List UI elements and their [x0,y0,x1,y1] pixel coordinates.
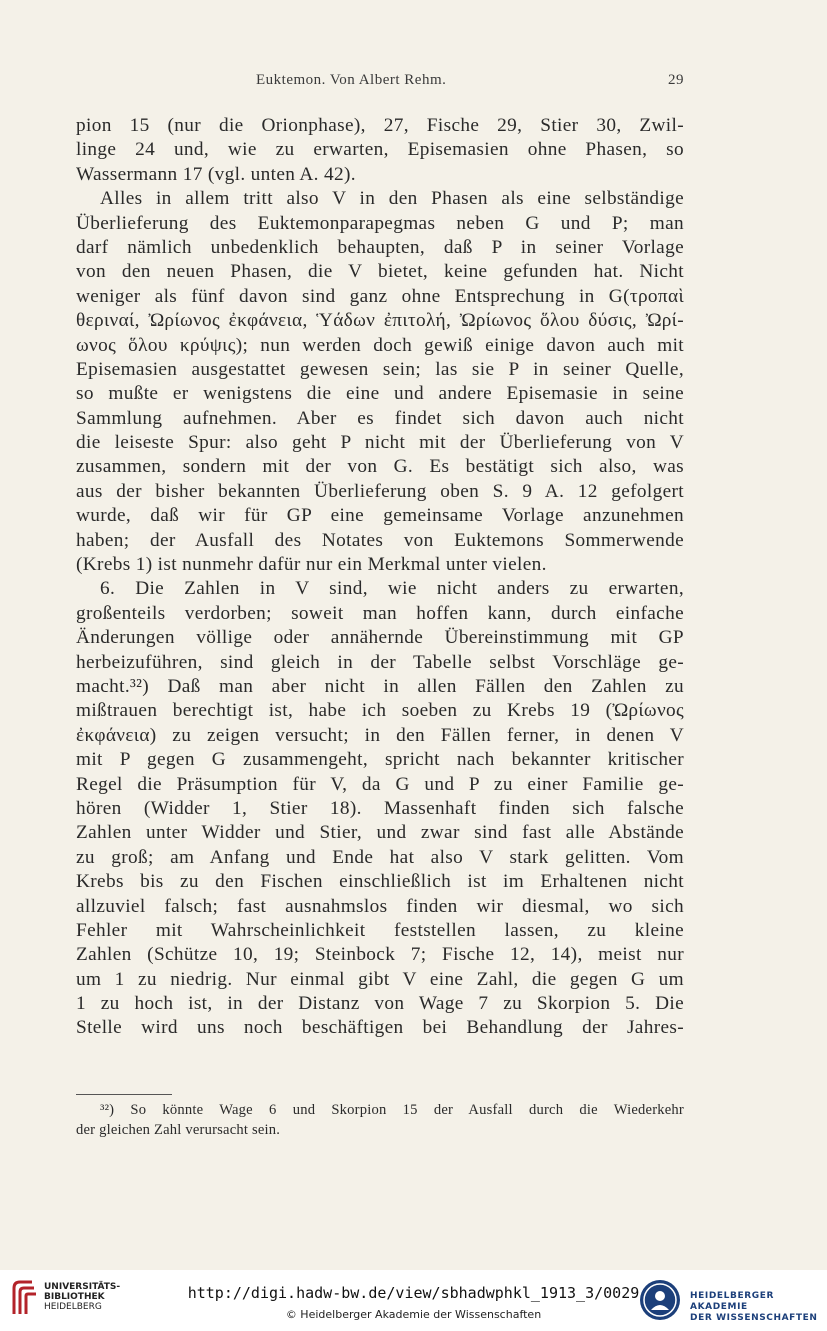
copyright-notice: © Heidelberger Akademie der Wissenschaften [285,1308,542,1321]
running-title: Euktemon. Von Albert Rehm. [256,72,447,88]
footnote-line: der gleichen Zahl verursacht sein. [76,1122,281,1138]
text-line: mit P gegen G zusammengeht, spricht nach bekannter kritischer [76,749,684,771]
text-line: θεριναί, Ὠρίωνος ἐκφάνεια, Ὑάδων ἐπιτολή, Ὠρίωνος ὅλου δύσις, Ὠρί- [76,310,684,332]
text-line: Sammlung aufnehmen. Aber es findet sich davon auch nicht [76,407,684,429]
text-line: so mußte er wenigstens die eine und andere Episemasie in seine [76,383,684,405]
library-name-line: BIBLIOTHEK [44,1292,105,1302]
text-line: mißtrauen berechtigt ist, habe ich soeben zu Krebs 19 (Ὠρίωνος [76,700,684,722]
footnote-divider [76,1094,172,1095]
text-line: die leiseste Spur: also geht P nicht mit der Überlieferung von V [76,432,684,454]
text-line: großenteils verdorben; soweit man hoffen kann, durch einfache [76,602,684,624]
text-line: Stelle wird uns noch beschäftigen bei Behandlung der Jahres- [76,1017,684,1039]
text-line: 1 zu hoch ist, in der Distanz von Wage 7 zu Skorpion 5. Die [76,993,684,1015]
text-line: Zahlen unter Widder und Stier, und zwar sind fast alle Abstände [76,822,684,844]
text-line: allzuviel falsch; fast ausnahmslos finden wir diesmal, wo sich [76,895,684,917]
academy-seal-icon [638,1278,682,1322]
text-line: herbeizuführen, sind gleich in der Tabelle selbst Vorschläge ge- [76,651,684,673]
text-line: Änderungen völlige oder annähernde Übereinstimmung mit GP [76,627,684,649]
text-line: (Krebs 1) ist nunmehr dafür nur ein Merkmal unter vielen. [76,554,547,576]
academy-name-line: HEIDELBERGER AKADEMIE [690,1291,774,1312]
text-line: Fehler mit Wahrscheinlichkeit feststellen lassen, zu kleine [76,919,684,941]
text-line: aus der bisher bekannten Überlieferung oben S. 9 A. 12 gefolgert [76,480,684,502]
text-line: zusammen, sondern mit der von G. Es bestätigt sich also, was [76,456,684,478]
permalink[interactable]: http://digi.hadw-bw.de/view/sbhadwphkl_1913_3/0029 [187,1284,640,1302]
digitization-footer [0,1270,827,1331]
text-line: hören (Widder 1, Stier 18). Massenhaft finden sich falsche [76,797,684,819]
library-name-line: UNIVERSITÄTS- [44,1282,121,1292]
text-line: Alles in allem tritt also V in den Phasen als eine selbständige [100,188,684,210]
text-line: um 1 zu niedrig. Nur einmal gibt V eine Zahl, die gegen G um [76,968,684,990]
text-line: Episemasien ausgestattet gewesen sein; las sie P in seiner Quelle, [76,358,684,380]
text-line: haben; der Ausfall des Notates von Euktemons Sommerwende [76,529,684,551]
text-line: pion 15 (nur die Orionphase), 27, Fische 29, Stier 30, Zwil- [76,115,684,136]
footnote [76,1100,684,1140]
text-line: zu groß; am Anfang und Ende hat also V stark gelitten. Vom [76,846,684,868]
text-line: Wassermann 17 (vgl. unten A. 42). [76,163,356,185]
text-line: von den neuen Phasen, die V bietet, keine gefunden hat. Nicht [76,261,684,283]
text-line: Überlieferung des Euktemonparapegmas neben G und P; man [76,212,684,234]
page-number: 29 [668,72,684,88]
library-city: HEIDELBERG [44,1302,102,1312]
text-line: ἐκφάνεια) zu zeigen versucht; in den Fällen ferner, in denen V [76,724,684,746]
text-line: Krebs bis zu den Fischen einschließlich ist im Erhaltenen nicht [76,871,684,893]
academy-name-line: DER WISSENSCHAFTEN [690,1313,818,1323]
footnote-line: ³²) So könnte Wage 6 und Skorpion 15 der Ausfall durch die Wiederkehr [100,1102,684,1118]
text-line: weniger als fünf davon sind ganz ohne Entsprechung in G(τροπαὶ [76,285,684,307]
text-line: darf nämlich unbedenklich behaupten, daß P in seiner Vorlage [76,236,684,258]
text-line: wurde, daß wir für GP eine gemeinsame Vorlage anzunehmen [76,505,684,527]
academy-name [690,1291,827,1324]
text-line: macht.³²) Daß man aber nicht in allen Fällen den Zahlen zu [76,675,684,697]
text-line: ωνος ὅλου κρύψις); nun werden doch gewiß einige davon auch mit [76,334,684,356]
body-text [76,114,684,1041]
text-line: Regel die Präsumption für V, da G und P zu einer Familie ge- [76,773,684,795]
text-line: Zahlen (Schütze 10, 19; Steinbock 7; Fische 12, 14), meist nur [76,944,684,966]
text-line: 6. Die Zahlen in V sind, wie nicht anders zu erwarten, [100,578,684,600]
text-line: linge 24 und, wie zu erwarten, Episemasien ohne Phasen, so [76,139,684,161]
